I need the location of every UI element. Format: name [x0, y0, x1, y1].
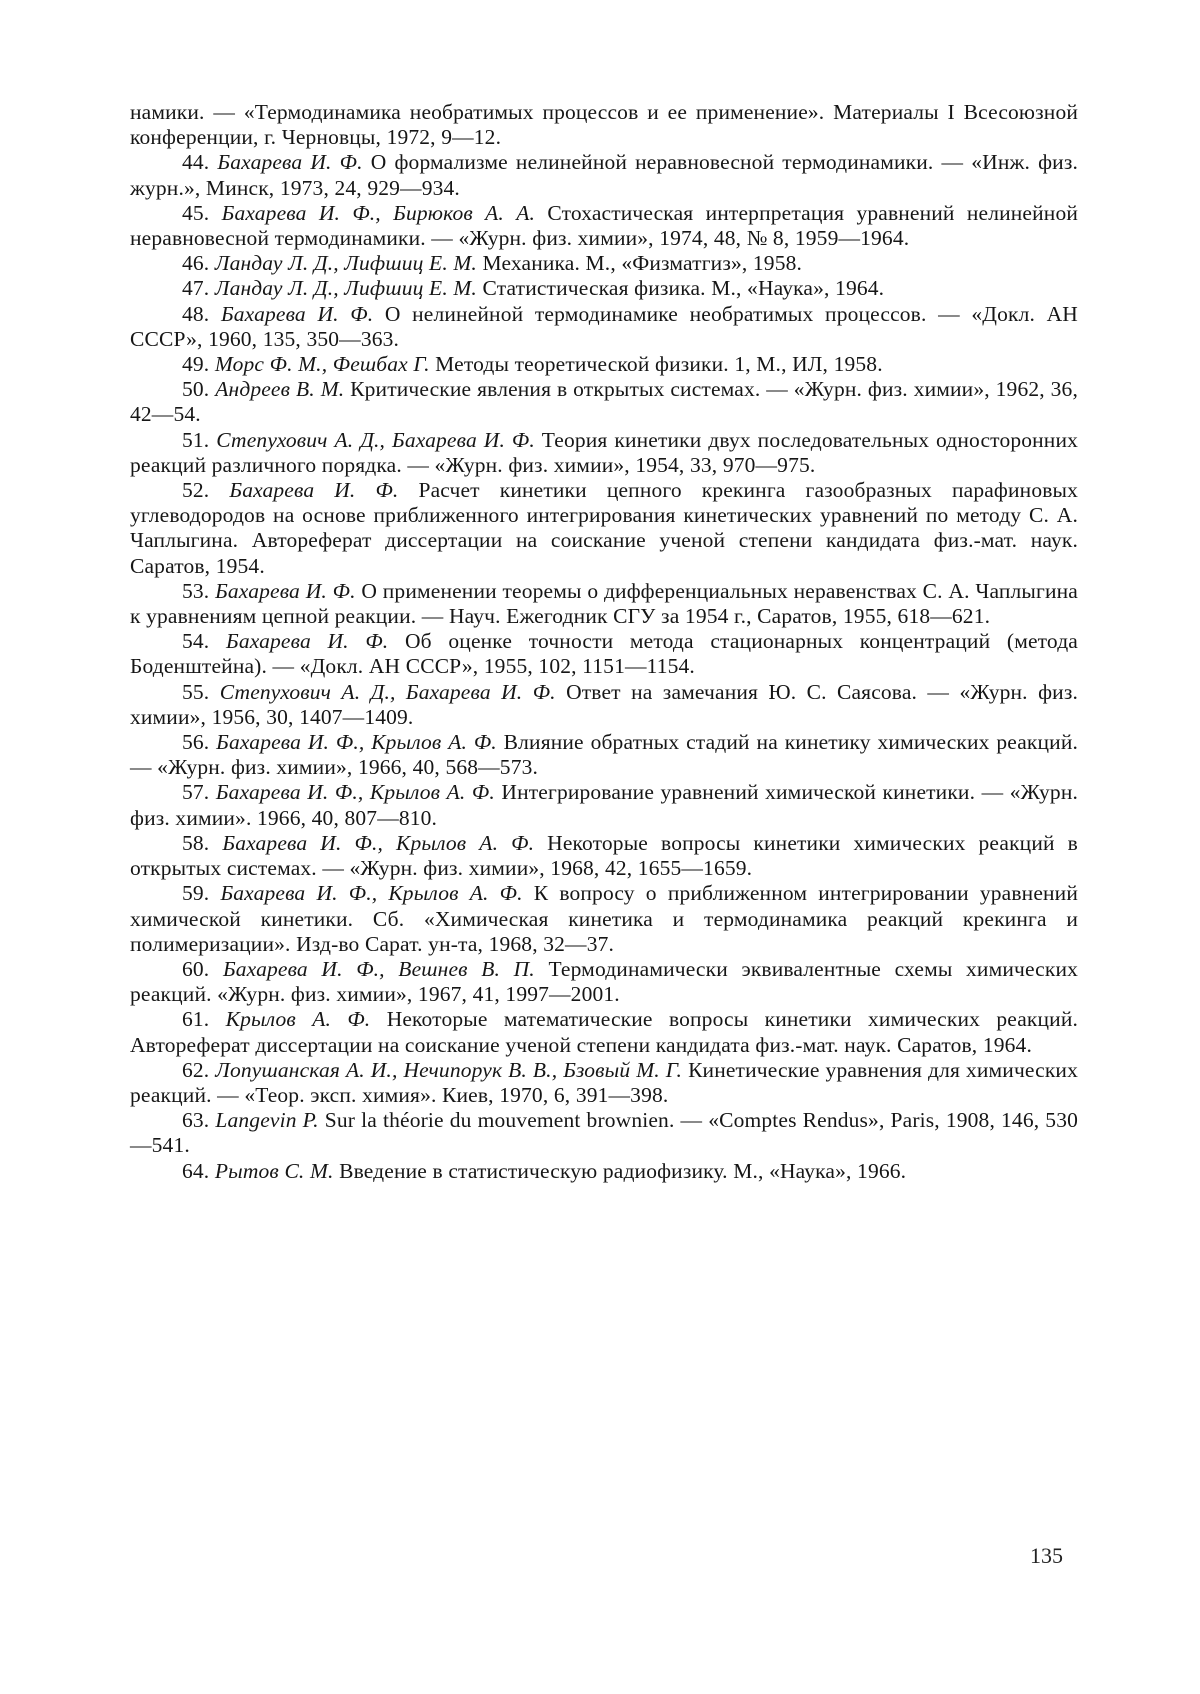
reference-entry	[130, 957, 1078, 1007]
reference-text: Термодинамически эквивалентные схемы химических реакций. «Журн. физ. химии», 1967, 41, 1997—2001.	[130, 956, 1079, 1007]
reference-authors: Ландау Л. Д., Лифшиц Е. М.	[214, 276, 477, 301]
reference-text: Расчет кинетики цепного крекинга газообразных парафиновых углеводородов на основе приближенного интегрирования кинетических уравнений по методу С. А. Чаплыгина. Автореферат диссертации на соискание ученой степени кандидата физ.-мат. наук. Саратов, 1954.	[130, 478, 1079, 578]
reference-authors: Бахарева И. Ф., Бирюков А. А.	[221, 200, 536, 225]
reference-number: 54.	[182, 629, 210, 654]
reference-text: Некоторые математические вопросы кинетики химических реакций. Автореферат диссертации на соискание ученой степени кандидата физ.-мат. наук. Саратов, 1964.	[130, 1007, 1078, 1057]
reference-entry	[130, 352, 1078, 377]
reference-authors: Бахарева И. Ф., Крылов А. Ф.	[216, 730, 497, 755]
reference-text: О применении теоремы о дифференциальных неравенствах С. А. Чаплыгина к уравнениям цепной реакции. — Науч. Ежегодник СГУ за 1954 г., Саратов, 1955, 618—621.	[130, 578, 1079, 629]
reference-text: К вопросу о приближенном интегрировании уравнений химической кинетики. Сб. «Химическая кинетика и термодинамика реакций крекинга и полимеризации». Изд-во Сарат. ун-та, 1968, 32—37.	[130, 881, 1078, 956]
reference-authors: Бахарева И. Ф., Крылов А. Ф.	[215, 780, 495, 805]
reference-text: Стохастическая интерпретация уравнений нелинейной неравновесной термодинамики. — «Журн. физ. химии», 1974, 48, № 8, 1959—1964.	[130, 200, 1078, 251]
reference-text: О нелинейной термодинамике необратимых процессов. — «Докл. АН СССР», 1960, 135, 350—363.	[130, 301, 1078, 351]
reference-number: 62.	[182, 1057, 210, 1082]
reference-authors: Бахарева И. Ф.	[229, 478, 399, 503]
reference-entry	[130, 276, 1078, 301]
reference-authors: Рытов С. М.	[214, 1158, 334, 1183]
reference-authors: Крылов А. Ф.	[225, 1007, 371, 1032]
reference-authors: Степухович А. Д., Бахарева И. Ф.	[216, 427, 535, 452]
reference-number: 49.	[182, 352, 210, 377]
reference-number: 58.	[182, 830, 210, 855]
reference-entry	[130, 150, 1078, 200]
reference-number: 59.	[182, 881, 210, 906]
reference-entry	[130, 831, 1078, 881]
page-number: 135	[1030, 1543, 1063, 1568]
reference-entry	[130, 201, 1078, 251]
reference-number: 56.	[182, 730, 210, 755]
reference-continuation: намики. — «Термодинамика необратимых процессов и ее применение». Материалы I Всесоюзной конференции, г. Черновцы, 1972, 9—12.	[130, 100, 1078, 150]
reference-authors: Бахарева И. Ф., Вешнев В. П.	[222, 956, 535, 981]
reference-text: Методы теоретической физики. 1, М., ИЛ, 1958.	[435, 352, 883, 377]
reference-entry	[130, 478, 1078, 579]
reference-number: 44.	[182, 150, 210, 175]
reference-text: Механика. М., «Физматгиз», 1958.	[482, 251, 803, 276]
reference-number: 64.	[182, 1158, 210, 1183]
reference-number: 53.	[182, 578, 210, 603]
reference-text: Влияние обратных стадий на кинетику химических реакций. — «Журн. физ. химии», 1966, 40, 568—573.	[130, 730, 1078, 780]
reference-text: Критические явления в открытых системах. — «Журн. физ. химии», 1962, 36, 42—54.	[130, 377, 1078, 427]
reference-authors: Ландау Л. Д., Лифшиц Е. М.	[214, 251, 477, 276]
reference-number: 46.	[182, 251, 210, 276]
reference-number: 57.	[182, 780, 210, 805]
reference-authors: Лопушанская А. И., Нечипорук В. В., Бзовый М. Г.	[215, 1057, 683, 1082]
reference-authors: Langevin P.	[215, 1108, 319, 1133]
reference-entry	[130, 251, 1078, 276]
reference-authors: Бахарева И. Ф., Крылов А. Ф.	[220, 881, 523, 906]
reference-entry	[130, 680, 1078, 730]
reference-number: 61.	[182, 1007, 210, 1032]
reference-text: Ответ на замечания Ю. С. Саясова. — «Журн. физ. химии», 1956, 30, 1407—1409.	[130, 679, 1078, 729]
reference-entry	[130, 1007, 1078, 1057]
reference-authors: Степухович А. Д., Бахарева И. Ф.	[219, 679, 556, 704]
reference-entry	[130, 780, 1078, 830]
reference-number: 48.	[182, 301, 210, 326]
reference-number: 45.	[182, 200, 210, 225]
reference-authors: Бахарева И. Ф., Крылов А. Ф.	[222, 830, 535, 855]
reference-text: Теория кинетики двух последовательных односторонних реакций различного порядка. — «Журн. физ. химии», 1954, 33, 970—975.	[130, 427, 1079, 477]
reference-entry	[130, 579, 1078, 629]
reference-entry	[130, 1058, 1078, 1108]
reference-entry	[130, 730, 1078, 780]
reference-authors: Бахарева И. Ф.	[215, 578, 356, 603]
reference-text: Статистическая физика. М., «Наука», 1964.	[482, 276, 885, 301]
reference-entry	[130, 302, 1078, 352]
reference-list	[130, 150, 1078, 1183]
reference-authors: Морс Ф. М., Фешбах Г.	[214, 352, 430, 377]
reference-text: Интегрирование уравнений химической кинетики. — «Журн. физ. химии». 1966, 40, 807—810.	[130, 780, 1079, 830]
reference-entry	[130, 1108, 1078, 1158]
reference-text: Введение в статистическую радиофизику. М., «Наука», 1966.	[339, 1158, 907, 1183]
reference-number: 60.	[182, 956, 210, 981]
reference-number: 50.	[182, 377, 210, 402]
reference-authors: Бахарева И. Ф.	[225, 629, 389, 654]
reference-number: 63.	[182, 1108, 210, 1133]
reference-text: Некоторые вопросы кинетики химических реакций в открытых системах. — «Журн. физ. химии», 1968, 42, 1655—1659.	[130, 830, 1078, 881]
reference-entry	[130, 428, 1078, 478]
reference-text: Sur la théorie du mouvement brownien. — «Comptes Rendus», Paris, 1908, 146, 530—541.	[130, 1108, 1079, 1158]
reference-text: Об оценке точности метода стационарных концентраций (метода Боденштейна). — «Докл. АН СССР», 1955, 102, 1151—1154.	[130, 629, 1078, 679]
reference-number: 47.	[182, 276, 210, 301]
reference-entry	[130, 1159, 1078, 1184]
reference-number: 55.	[182, 679, 210, 704]
reference-entry	[130, 377, 1078, 427]
reference-authors: Андреев В. М.	[215, 377, 345, 402]
reference-entry	[130, 881, 1078, 957]
reference-text: О формализме нелинейной неравновесной термодинамики. — «Инж. физ. журн.», Минск, 1973, 24, 929—934.	[130, 150, 1078, 200]
bibliography-page	[130, 100, 1078, 1184]
reference-authors: Бахарева И. Ф.	[217, 150, 363, 175]
reference-authors: Бахарева И. Ф.	[220, 301, 374, 326]
reference-number: 51.	[182, 427, 210, 452]
reference-entry	[130, 629, 1078, 679]
reference-number: 52.	[182, 478, 210, 503]
reference-text: Кинетические уравнения для химических реакций. — «Теор. эксп. химия». Киев, 1970, 6, 391—398.	[130, 1057, 1078, 1107]
